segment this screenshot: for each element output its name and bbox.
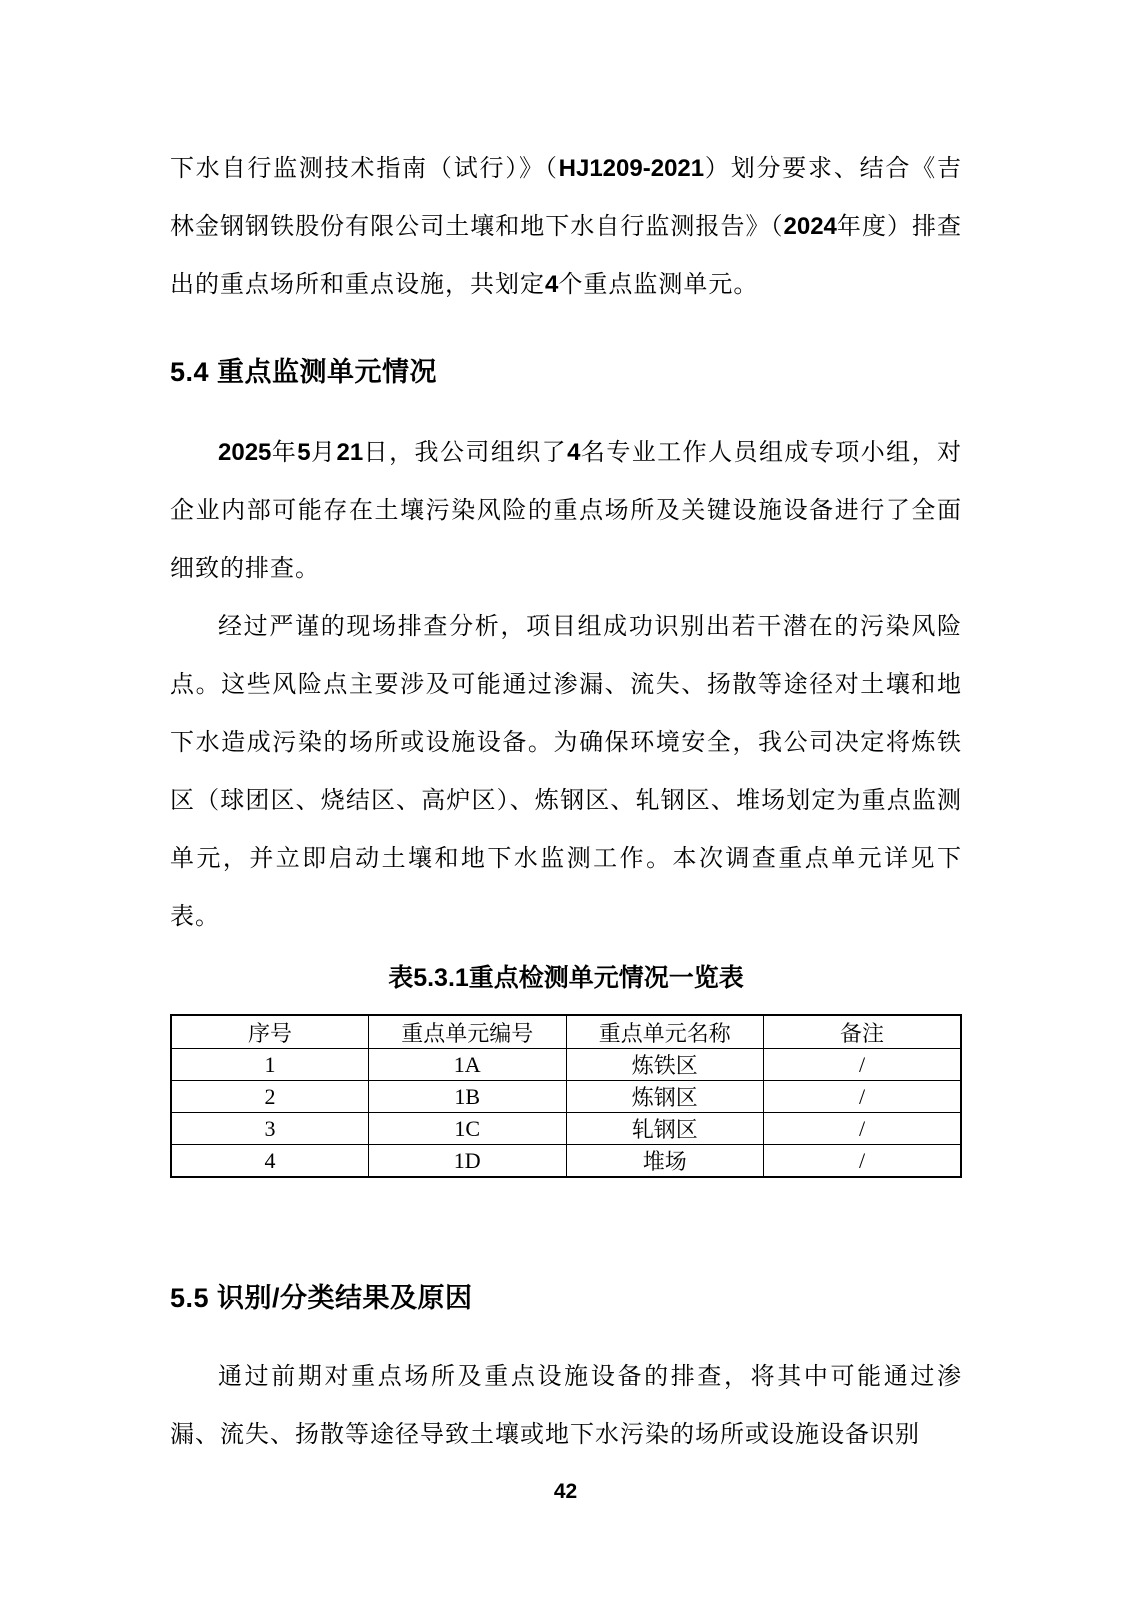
survey-team-paragraph xyxy=(170,424,962,598)
table-cell-remark: / xyxy=(764,1113,962,1145)
table-cell-remark: / xyxy=(764,1081,962,1113)
table-header-remark: 备注 xyxy=(764,1015,962,1049)
table-cell-unit-name: 轧钢区 xyxy=(566,1113,764,1145)
text-segment: 年 xyxy=(271,440,298,466)
section-5-5-heading: 5.5 识别/分类结果及原因 xyxy=(170,1283,473,1313)
table-cell-unit-code: 1A xyxy=(369,1049,567,1081)
text-segment: 月 xyxy=(310,440,337,466)
table-header-unit-code: 重点单元编号 xyxy=(369,1015,567,1049)
text-segment: 4 xyxy=(545,271,559,298)
table-cell-unit-name: 炼铁区 xyxy=(566,1049,764,1081)
table-cell-remark: / xyxy=(764,1049,962,1081)
text-segment: 5 xyxy=(297,439,311,466)
table-row xyxy=(171,1081,961,1113)
table-cell-remark: / xyxy=(764,1145,962,1178)
table-cell-index: 1 xyxy=(171,1049,369,1081)
table-row xyxy=(171,1145,961,1178)
table-cell-index: 2 xyxy=(171,1081,369,1113)
intro-paragraph xyxy=(170,140,962,314)
page-number: 42 xyxy=(553,1480,578,1503)
table-header-row xyxy=(171,1015,961,1049)
monitoring-units-table xyxy=(170,1014,962,1178)
table-title: 表5.3.1重点检测单元情况一览表 xyxy=(388,964,744,992)
table-header-unit-name: 重点单元名称 xyxy=(566,1015,764,1049)
text-segment: 2024 xyxy=(783,213,837,240)
text-segment: ）划分要求、结合《吉林金钢钢铁股份有限公司土壤和地下水自行监测报告》（ xyxy=(170,156,963,240)
table-cell-unit-name: 炼钢区 xyxy=(566,1081,764,1113)
table-cell-index: 3 xyxy=(171,1113,369,1145)
text-segment: 通过前期对重点场所及重点设施设备的排查，将其中可能通过渗漏、流失、扬散等途径导致土壤或地下水污染的场所或设施设备识别 xyxy=(170,1364,962,1448)
table-cell-unit-code: 1D xyxy=(369,1145,567,1178)
text-segment: 年度）排查出的重点场所和重点设施，共划定 xyxy=(170,214,963,298)
text-segment: 日，我公司组织了 xyxy=(363,440,568,466)
table-header-index: 序号 xyxy=(171,1015,369,1049)
table-row xyxy=(171,1113,961,1145)
text-segment: 2025 xyxy=(218,439,272,466)
text-segment: 经过严谨的现场排查分析，项目组成功识别出若干潜在的污染风险点。这些风险点主要涉及可能通过渗漏、流失、扬散等途径对土壤和地下水造成污染的场所或设施设备。为确保环境安全，我公司决定将炼铁区（球团区、烧结区、高炉区）、炼钢区、轧钢区、堆场划定为重点监测单元，并立即启动土壤和地下水监测工作。本次调查重点单元详见下表。 xyxy=(170,614,962,930)
text-segment: HJ1209-2021 xyxy=(558,155,705,182)
text-segment: 下水自行监测技术指南（试行）》（ xyxy=(170,156,559,182)
table-row xyxy=(171,1049,961,1081)
classification-paragraph xyxy=(170,1348,962,1464)
table-cell-unit-name: 堆场 xyxy=(566,1145,764,1178)
text-segment: 21 xyxy=(336,439,364,466)
section-5-4-heading: 5.4 重点监测单元情况 xyxy=(170,357,438,387)
text-segment: 个重点监测单元。 xyxy=(558,272,759,298)
text-segment: 4 xyxy=(567,439,581,466)
table-cell-index: 4 xyxy=(171,1145,369,1178)
table-cell-unit-code: 1C xyxy=(369,1113,567,1145)
survey-result-paragraph xyxy=(170,598,962,946)
text-segment: 名专业工作人员组成专项小组，对企业内部可能存在土壤污染风险的重点场所及关键设施设备进行了全面细致的排查。 xyxy=(170,440,963,582)
page-content xyxy=(170,140,962,1464)
table-cell-unit-code: 1B xyxy=(369,1081,567,1113)
